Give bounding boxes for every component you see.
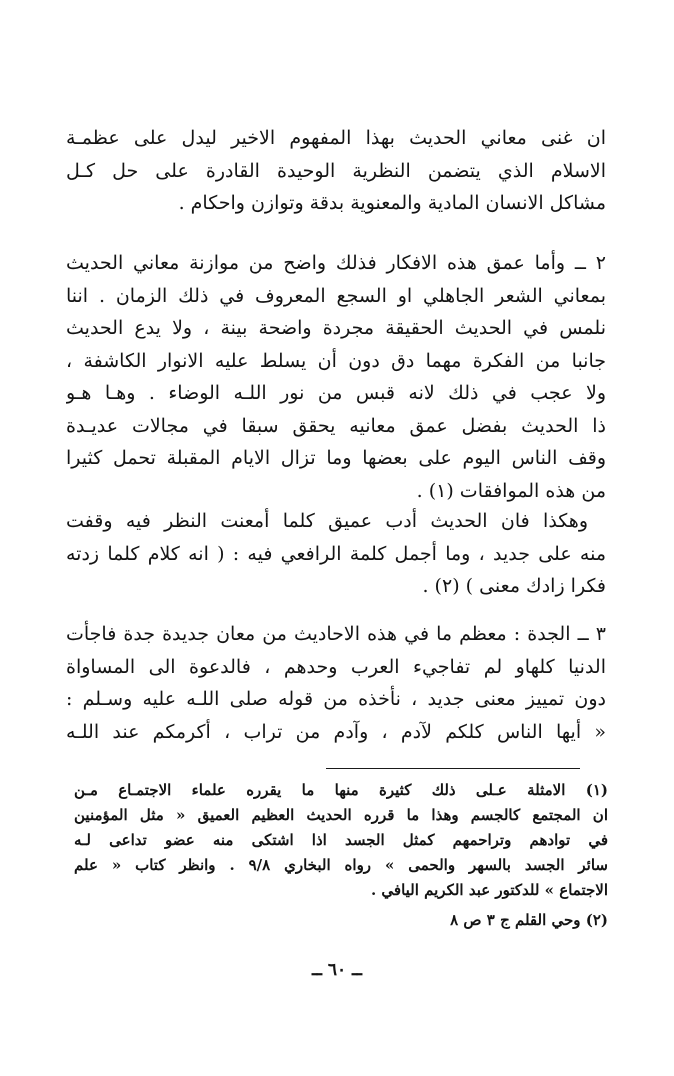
text-line: الدنيا كلهاو لم تفاجيء العرب وحدهم ، فالدعوة الى المساواة — [66, 655, 606, 678]
footnote-line: (٢) وحي القلم ج ٣ ص ٨ — [450, 911, 608, 929]
footnote-line: سائر الجسد بالسهر والحمى » رواه البخاري ٩/٨ . وانظر كتاب « علم — [74, 856, 608, 874]
footnote-line: ان المجتمع كالجسم وهذا ما قرره الحديث العظيم العميق « مثل المؤمنين — [74, 806, 608, 824]
text-line: ٢ ــ وأما عمق هذه الافكار فذلك واضح من موازنة معاني الحديث — [66, 252, 606, 274]
text-line: بمعاني الشعر الجاهلي او السجع المعروف في ذلك الزمان . اننا — [66, 284, 606, 307]
text-line: الاسلام الذي يتضمن النظرية الوحيدة القادرة على حل كـل — [66, 159, 606, 182]
text-line: وقف الناس اليوم على بعضها وما تزال الايام المقبلة تحمل كثيرا — [66, 447, 606, 469]
text-line: جانبا من الفكرة مهما دق دون أن يسلط عليه الانوار الكاشفة ، — [66, 349, 606, 372]
footnote-line: (١) الامثلة عـلى ذلك كثيرة منها ما يقرره علماء الاجتمـاع مـن — [74, 781, 608, 799]
text-line: ذا الحديث بفضل عمق معانيه يحقق سبقا في مجالات عديـدة — [66, 414, 606, 437]
text-line: ان غنى معاني الحديث بهذا المفهوم الاخير ليدل على عظمـة — [66, 127, 606, 149]
paragraph-intro — [66, 122, 606, 220]
paragraph-novelty — [66, 618, 606, 748]
text-line: منه على جديد ، وما أجمل كلمة الرافعي فيه : ( انه كلام كلما زدته — [66, 542, 606, 565]
text-line: « أيها الناس كلكم لآدم ، وآدم من تراب ، أكرمكم عند اللـه — [66, 720, 606, 743]
page-number: ــ ٦٠ ــ — [311, 960, 363, 980]
footnote-2 — [74, 908, 608, 933]
text-line: دون تمييز معنى جديد ، نأخذه من قوله صلى اللـه عليه وسـلم : — [66, 688, 606, 710]
text-line: نلمس في الحديث الحقيقة مجردة واضحة بينة ، ولا يدع الحديث — [66, 317, 606, 339]
text-line: وهكذا فان الحديث أدب عميق كلما أمعنت النظر فيه وقفت — [66, 510, 588, 532]
text-line: فكرا زادك معنى ) (٢) . — [422, 575, 606, 597]
footnote-line: في توادهم وتراحمهم كمثل الجسد اذا اشتكى منه عضو تداعى لـه — [74, 831, 608, 849]
paragraph-depth — [66, 247, 606, 507]
text-line: من هذه الموافقات (١) . — [416, 479, 606, 502]
text-line: ولا عجب في ذلك لانه قبس من نور اللـه الوضاء . وهـا هـو — [66, 382, 606, 404]
paragraph-rafii-quote — [66, 505, 606, 603]
text-line: مشاكل الانسان المادية والمعنوية بدقة وتوازن واحكام . — [178, 192, 606, 214]
footnote-line: الاجتماع » للدكتور عبد الكريم اليافي . — [370, 881, 608, 899]
text-line: ٣ ــ الجدة : معظم ما في هذه الاحاديث من معان جديدة جدة فاجأت — [66, 623, 606, 645]
footnote-1 — [74, 778, 608, 903]
footnote-separator — [326, 768, 580, 769]
